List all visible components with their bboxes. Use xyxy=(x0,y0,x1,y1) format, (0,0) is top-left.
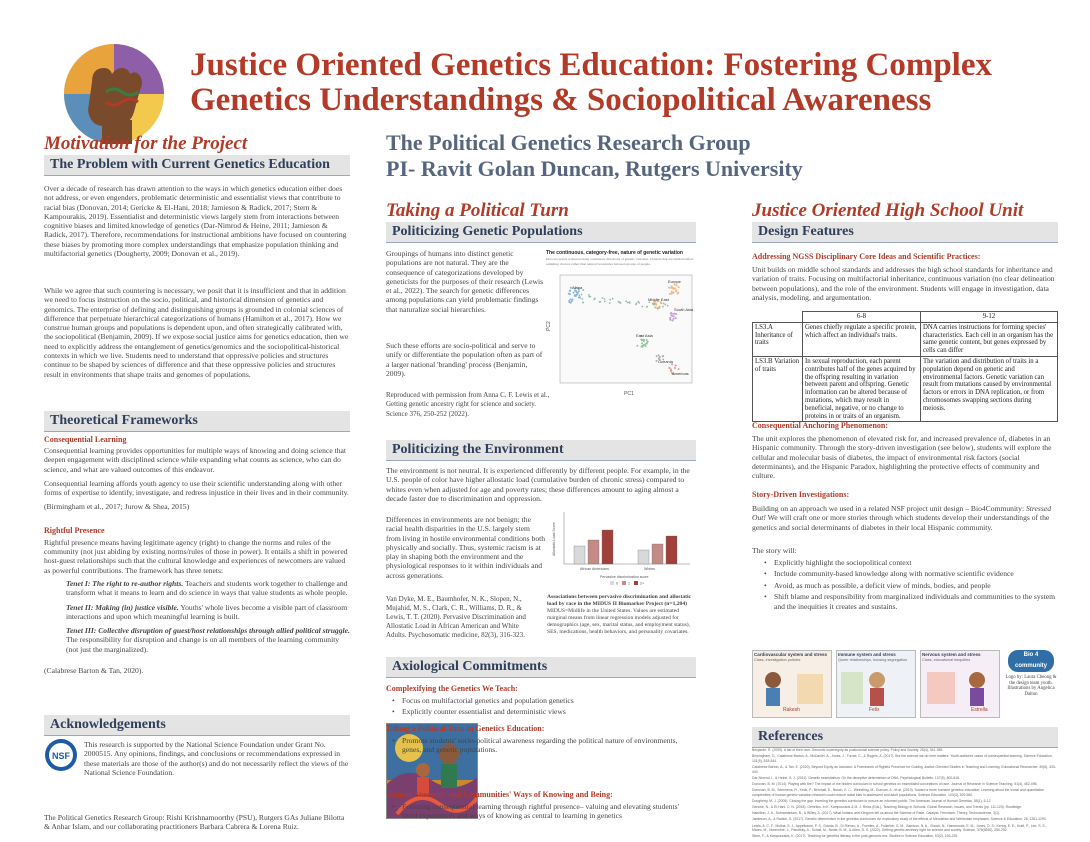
scatter-point xyxy=(658,354,660,356)
populations-citation: Reproduced with permission from Anna C. F. Lewis et al., Getting genetic ancestry right for science and society. Science 376, 250-252 (2022). xyxy=(386,391,550,418)
bar xyxy=(652,544,663,564)
bio4community-logo: Bio 4 community xyxy=(1008,650,1054,672)
scatter-point xyxy=(568,301,570,303)
consequential-learning-citation: (Birmingham et al., 2017; Jurow & Shea, 2015) xyxy=(44,502,190,512)
scatter-point xyxy=(678,368,680,370)
story-list xyxy=(752,558,1058,611)
scatter-point xyxy=(582,302,584,304)
axiological-bar: Axiological Commitments xyxy=(386,657,696,678)
table-row: LS3.B Variation of traits In sexual reproduction, each parent contributes half of the genes acquired by the offspring resulting in variation between parent and offspring. Genetic information can be altered because of mutations, which may result in beneficial, negative, or no change to proteins in or traits of an organism. The variation and distribution of traits in a population depend on genetic and environmental factors. Genetic variation can result from mutations caused by environmental factors or errors in DNA replication, or from chromosomes swapping sections during meiosis. xyxy=(753,356,1058,421)
reference-item: Lewis, A. C. F., Molina, S. J., Appelbaum, P. S., Dauda, B., Di Rienzo, A., Fuentes, A., Fullerton, S. M., Garrison, N. A., Ghosh, N., Hammonds, E. M., Jones, D. S., Kenny, E. E., Kraft, P., Lee, S. S., Mauro, M., Novembre, J., Panofsky, A., Sohail, M., Neale, B. M., & Allen, D. S. (2022). Getting genetic ancestry right for science and society. Science, 376(6590), 250-252. xyxy=(752,823,1047,833)
allostatic-load-figure xyxy=(550,508,696,588)
scatter-point xyxy=(641,339,643,341)
rightful-presence-paragraph: Rightful presence means having legitimate agency (right) to change the norms and rules of the community (not just abiding by existing norms/rules of those in power). It entails a shift in powered host-guest relationships such that the cultural knowledge and experiences of newcomers are valued as powerful contributions. The framework has three tenets: xyxy=(44,537,348,575)
scatter-point xyxy=(581,294,583,296)
bar xyxy=(588,540,599,564)
scatter-point xyxy=(657,308,659,310)
scatter-point xyxy=(601,297,603,299)
scatter-point xyxy=(588,294,590,296)
reference-item: Gericke, N., & El-Hani, C. N. (2018). Genetics. In K. Kampourakis & M. J. Reiss (Eds.), Teaching Biology in Schools: Global Research, Issues, and Trends (pp. 111-123). Routledge. xyxy=(752,805,1023,810)
problem-paragraph-1: Over a decade of research has drawn attention to the ways in which genetics education either does not address, or even engenders, problematic deterministic and essentialist views that contribute to racial bias (Donovan, 2014; Gericke & El-Hani, 2018; Jamieson & Radick, 2017; Stern & Kampourakis, 2019). Essentialist and deterministic views largely stem from interactions between cognitive biases and limited knowledge of genetics (Dar-Nimrod & Heine, 2011; Jamieson & Radick, 2017). Therefore, recommendations for instructional ambitions have focused on countering these biases by promoting more complex understandings that emphasize population thinking and multifactorial genetics (Dougherty, 2009; Donovan et al., 2019). xyxy=(44,184,347,259)
story-paragraph: Building on an approach we used in a related NSF project unit design – Bio4Community: Stressed Out! We will craft one or more stories through which students develop their understandings of the genetics and social determinants of diabetes in their local Hispanic community. xyxy=(752,504,1051,532)
scatter-point xyxy=(643,339,645,341)
story-panel-1: Cardiovascular system and stress Class, investigation policies Rakesh xyxy=(752,650,832,718)
scatter-point xyxy=(677,292,679,294)
axiological-body xyxy=(386,684,696,719)
pca-scatter-plot xyxy=(546,271,696,401)
figure-caption: Dots are points scattered along continuous directions of genetic variation. Clusters that are labeled reflect sampling choices rather than natural boundaries between groups of people. xyxy=(546,257,694,266)
scatter-point xyxy=(641,342,643,344)
poster-title: Justice Oriented Genetics Education: Fostering Complex Genetics Understandings & Sociopolitical Awareness xyxy=(190,47,992,118)
environment-paragraph-1: The environment is not neutral. It is experienced differently by different people. For example, in the U.S. people of color have higher allostatic load (cumulative burden of chronic stress) compared to whites even when adjusted for age and poverty rates; these differences amount to aging almost a decade faster due to discrimination and oppression. xyxy=(386,466,690,503)
anchor-paragraph: The unit explores the phenomenon of elevated risk for, and increased prevalence of, diabetes in an Hispanic community. Through the story-driven investigation (see below), students will explore the cellular and molecular basis of diabetes, the impact of environmental risk factors (social determinants), and the Hispanic Paradox, highlighting the protective effects of community and culture. xyxy=(752,434,1052,481)
scatter-point xyxy=(578,290,580,292)
bar xyxy=(666,536,677,564)
scatter-point xyxy=(672,319,674,321)
scatter-point xyxy=(612,298,614,300)
environment-figure-caption: Associations between pervasive discrimination and allostatic load by race in the MIDUS II Biomarker Project (n=1,204) MIDUS=Midlife in the United States. Values are estimated marginal means from linear regression models adjusted for demographics (age, sex, marital status, and employment status), SES, medications, health behaviors, and personality covariates. xyxy=(547,594,692,635)
svg-text:East Asia: East Asia xyxy=(636,333,653,338)
reference-item: Birmingham, D., Calabrese Barton, A., McDaniel, A., Jones, J., Turner, C., & Rogers, A. (2017). But the science we do here matters: Youth-authored cases of consequential learning. Science Education, 101(5), 818-844. xyxy=(752,754,1053,763)
scatter-point xyxy=(678,286,680,288)
scatter-point xyxy=(646,306,648,308)
story-panels xyxy=(752,650,1058,718)
rightful-presence-heading: Rightful Presence xyxy=(44,525,105,535)
research-group-title: The Political Genetics Research Group PI- Ravit Golan Duncan, Rutgers University xyxy=(386,130,803,181)
list-item: • Promote students' socio-political awareness regarding the political nature of environments, genes, and genetic populations. xyxy=(392,736,696,755)
svg-text:Oceania: Oceania xyxy=(658,359,673,364)
scatter-point xyxy=(668,367,670,369)
svg-text:PC2: PC2 xyxy=(546,321,552,331)
acknowledgement-team: The Political Genetics Research Group: Rishi Krishnamoorthy (PSU), Rutgers GAs Juliane Bilotta & Anhar Islam, and our collaborating practitioners Barbara Cabrera & Lorena Ruiz. xyxy=(44,813,345,832)
environment-bar: Politicizing the Environment xyxy=(386,440,696,461)
scatter-point xyxy=(669,317,671,319)
scatter-point xyxy=(581,298,583,300)
list-item: • Avoid, as much as possible, a deficit view of minds, bodies, and people xyxy=(764,581,1058,590)
scatter-point xyxy=(672,313,674,315)
populations-paragraph-1: Groupings of humans into distinct genetic populations are not natural. They are the consequence of categorizations developed by geneticists for the purposes of their research (Lewis et al., 2022). The search for genetic differences among populations can yield problematic findings that naturalize social hierarchies. xyxy=(386,249,544,314)
motivation-heading: Motivation for the Project xyxy=(44,133,248,154)
problem-bar: The Problem with Current Genetics Education xyxy=(44,155,350,176)
svg-text:PC1: PC1 xyxy=(624,391,634,397)
frameworks-body xyxy=(44,435,350,675)
scatter-point xyxy=(637,301,639,303)
bar xyxy=(574,546,585,564)
story-panel-2: Immune system and stress Queer relationships, housing segregation Felix xyxy=(836,650,916,718)
list-item: • Include community-based knowledge along with normative scientific evidence xyxy=(764,569,1058,578)
scatter-point xyxy=(636,303,638,305)
consequential-learning-p1: Consequential learning provides opportunities for multiple ways of knowing and doing science that deepen engagement with disciplined science while expanding what counts as science, who can do science, and what are valued outcomes of this endeavor. xyxy=(44,446,346,474)
scatter-point xyxy=(662,306,664,308)
svg-text:0: 0 xyxy=(616,581,618,586)
problem-paragraph-2: While we agree that such countering is necessary, we posit that it is insufficient and that in addition we need to focus instruction on the socio, political, and historical dimension of genetics and genomics. The enterprise of defining and distinguishing groups is grounded in colonial sciences of difference that perpetuate hierarchical categorizations of humans (Hamilton et al., 2017). How we construe human groups and populations is dependent upon, and often strategically calibrated with, the sociopolitical (Benjamin, 2009). If we expose social justice aims for genetics education, then we need to explicitly address the entanglement of genetics/genomics and the sociopolitical-historical contexts in which we live. Students need to understand that oppressive policies and structures continue to be shaped by sciences of difference and that these oppressive policies and structures result in environments that shape traits and genomes of populations. xyxy=(44,286,349,379)
scatter-point xyxy=(646,343,648,345)
scatter-point xyxy=(671,291,673,293)
scatter-point xyxy=(575,290,577,292)
svg-text:Whites: Whites xyxy=(644,567,655,571)
bar xyxy=(602,530,613,564)
ngss-paragraph: Unit builds on middle school standards and addresses the high school standards for inheritance and variation of traits. Focusing on multifactorial inheritance, continuous variation (no clear delineation between populations), and the role of the environment. Students will engage in investigation, data analysis, modeling, and argumentation. xyxy=(752,265,1055,302)
svg-text:NSF: NSF xyxy=(52,751,70,761)
list-item: • Explicitly highlight the sociopolitical context xyxy=(764,558,1058,567)
scatter-point xyxy=(659,356,661,358)
scatter-point xyxy=(670,314,672,316)
bio4community-logo-block xyxy=(1004,650,1058,718)
scatter-point xyxy=(573,292,575,294)
scatter-point xyxy=(571,300,573,302)
list-item: • Explicitly counter essentialist and deterministic views xyxy=(392,707,696,716)
scatter-point xyxy=(599,301,601,303)
axiological-body-2 xyxy=(386,724,696,733)
unit-heading: Justice Oriented High School Unit xyxy=(752,200,1024,221)
scatter-point xyxy=(670,287,672,289)
axiological-list-2-wrap xyxy=(386,736,696,757)
design-features-bar: Design Features xyxy=(752,222,1058,243)
axiological-heading-1: Complexifying the Genetics We Teach: xyxy=(386,684,518,693)
scatter-point xyxy=(582,289,584,291)
svg-text:South Asia: South Asia xyxy=(674,307,694,312)
reference-item: Hamilton, J. A., Subramaniam, B., & Willey, A. (2017). What Indians and Klingons tell us about the Science of Race. Catalyst: Feminism, Theory, Technoscience, 3(1). xyxy=(752,811,1001,816)
scatter-point xyxy=(636,345,638,347)
tenet-2: Tenet II: Making (in) justice visible. Youths' whole lives become a visible part of classroom interactions and upon which meaningful learning is built. xyxy=(66,602,348,621)
scatter-point xyxy=(664,304,666,306)
scatter-point xyxy=(662,355,664,357)
svg-text:Americas: Americas xyxy=(672,371,689,376)
axiological-list-2 xyxy=(386,736,696,755)
scatter-point xyxy=(674,367,676,369)
scatter-point xyxy=(569,290,571,292)
scatter-point xyxy=(609,299,611,301)
logo-credit: Logo by: Laura Cheong & the design team youth. Illustrations by Angelica Dalton xyxy=(1005,675,1057,697)
svg-text:Africa: Africa xyxy=(572,285,583,290)
story-will: The story will: xyxy=(752,546,797,555)
environment-paragraph-2: Differences in environments are not benign; the racial health disparities in the U.S. largely stem from living in hostile environmental conditions both physically and socially. Thus, systemic racism is at play in shaping both the environment and the physiological responses to it within individuals and across generations. xyxy=(386,515,546,580)
anchor-heading: Consequential Anchoring Phenomenon: xyxy=(752,421,889,430)
reference-list xyxy=(752,748,1058,841)
tenet-3: Tenet III: Collective disruption of guest/host relationships through allied political struggle. The responsibility for disruption and change is on all members of the learning community (not just the marginalized). xyxy=(66,626,350,654)
scatter-point xyxy=(675,290,677,292)
table-header: 6-8 xyxy=(803,312,921,323)
scatter-point xyxy=(629,301,631,303)
story-heading: Story-Driven Investigations: xyxy=(752,490,850,499)
scatter-point xyxy=(675,317,677,319)
scatter-point xyxy=(674,288,676,290)
scatter-point xyxy=(655,307,657,309)
story-list-wrap xyxy=(752,558,1058,613)
scatter-point xyxy=(579,294,581,296)
bar xyxy=(638,550,649,564)
scatter-point xyxy=(674,313,676,315)
list-item: • Fostering consequential learning through rightful presence– valuing and elevating students' lived experiences and ways of knowing as central to learning in genetics xyxy=(392,802,696,821)
scatter-point xyxy=(675,284,677,286)
table-row: LS3.A Inheritance of traits Genes chiefly regulate a specific protein, which affect an individual's traits. DNA carries instructions for forming species' characteristics. Each cell in an organism has the same genetic content, but genes expressed by cells can differ xyxy=(753,322,1058,356)
axiological-heading-2: Taking a Political Turn in Genetics Education: xyxy=(386,724,545,733)
reference-item: Calabrese Barton, A., & Tan, E. (2020). Beyond Equity as Inclusion: A Framework of Rightful Presence for Guiding Justice-Oriented Studies in Teaching and Learning. Educational Researcher, 49(6), 433-440. xyxy=(752,764,1056,774)
scatter-point xyxy=(577,292,579,294)
scatter-point xyxy=(578,296,580,298)
scatter-point xyxy=(669,293,671,295)
svg-text:Pervasive discrimination score: Pervasive discrimination score xyxy=(600,575,649,579)
scatter-point xyxy=(609,302,611,304)
axiological-list-3-wrap xyxy=(386,802,696,823)
reference-item: Stern, F., & Kampourakis, K. (2017). Teaching for genetics literacy in the post-genomic era. Studies in Science Education, 53(2), 193-225. xyxy=(752,834,959,839)
scatter-point xyxy=(656,355,658,357)
tenet-1: Tenet I: The right to re-author rights. Teachers and students work together to challenge and transform what it means to learn and do science in ways that value students as whole people. xyxy=(66,578,348,598)
scatter-point xyxy=(589,296,591,298)
reference-item: Benjamin, R. (2009). A lab of their own: Genomic sovereignty as postcolonial science policy. Policy and Society, 28(4), 341-355. xyxy=(752,748,944,752)
scatter-point xyxy=(667,305,669,307)
scatter-point xyxy=(670,313,672,315)
genetic-variation-figure xyxy=(546,250,696,425)
populations-bar: Politicizing Genetic Populations xyxy=(386,222,696,243)
axiological-heading-3: Valuing Students' and Communities' Ways of Knowing and Being: xyxy=(386,790,613,799)
acknowledgement-nsf: This research is supported by the National Science Foundation under Grant No. 2000515. Any opinions, findings, and conclusions or recommendations expressed in these materials are those of the author(s) and do not necessarily reflect the views of the National Science Foundation. xyxy=(84,740,349,777)
scatter-point xyxy=(642,346,644,348)
svg-text:Europe: Europe xyxy=(668,279,681,284)
svg-text:1: 1 xyxy=(628,581,630,586)
figure-title: The continuous, category-free, nature of genetic variation xyxy=(546,250,683,256)
raised-fist-dna-logo xyxy=(62,42,166,146)
scatter-point xyxy=(569,298,571,300)
scatter-point xyxy=(603,298,605,300)
nsf-logo xyxy=(44,738,78,772)
scatter-point xyxy=(568,293,570,295)
svg-text:Allostatic Load Score: Allostatic Load Score xyxy=(552,522,556,556)
table-header: 9-12 xyxy=(921,312,1058,323)
reference-item: Donovan, B. M., Semmens, R., Keck, P., Brimhall, E., Busch, K. C., Weindling, M., Duncan, A., et al. (2019). Toward a more humane genetics education: Learning about the social and quantitative complexities of human genetic variation research could reduce racial bias in adolescent and adult populations. Science Education, 103(3), 529-560. xyxy=(752,788,1044,797)
svg-text:2+: 2+ xyxy=(640,581,645,586)
references-bar: References xyxy=(752,727,1058,748)
reference-item: Dar-Nimrod, I., & Heine, S. J. (2011). Genetic essentialism: On the deceptive determinism of DNA. Psychological Bulletin, 137(5), 800-818. xyxy=(752,775,960,780)
standards-table xyxy=(752,311,1058,422)
acknowledgements-bar: Acknowledgements xyxy=(44,715,350,736)
scatter-point xyxy=(647,341,649,343)
axiological-list-1 xyxy=(386,696,696,717)
scatter-point xyxy=(625,300,627,302)
reference-item: Jamieson, A., & Radick, G. (2017). Genetic determinism in the genetics curriculum: An exploratory study of the effects of Mendelian and Weldonian emphases. Science & Education, 26, 1261-1290. xyxy=(752,817,1047,822)
rightful-presence-citation: (Calabrese Barton & Tan, 2020). xyxy=(44,666,144,676)
scatter-point xyxy=(673,315,675,317)
scatter-point xyxy=(593,299,595,301)
populations-paragraph-2: Such these efforts are socio-political and serve to unify or differentiate the population often as part of a larger national 'branding' process (Benjamin, 2009). xyxy=(386,341,543,378)
svg-text:Middle East: Middle East xyxy=(648,297,669,302)
scatter-point xyxy=(670,319,672,321)
reference-item: Dougherty, M. J. (2009). Closing the gap: Inverting the genetics curriculum to ensure an informed public. The American Journal of Human Genetics, 85(1), 6-12. xyxy=(752,798,992,803)
list-item: • Shift blame and responsibility from marginalized individuals and communities to the system and the inequities it creates and sustains. xyxy=(764,592,1058,611)
scatter-point xyxy=(604,300,606,302)
scatter-point xyxy=(671,293,673,295)
scatter-point xyxy=(574,295,576,297)
story-panel-3: Nervous system and stress Class, educational inequities Estrella xyxy=(920,650,1000,718)
scatter-point xyxy=(646,339,648,341)
ngss-heading: Addressing NGSS Disciplinary Core Ideas and Scientific Practices: xyxy=(752,252,981,261)
scatter-point xyxy=(668,287,670,289)
svg-text:African Americans: African Americans xyxy=(580,567,609,571)
axiological-list-3 xyxy=(386,802,696,821)
consequential-learning-p2: Consequential learning affords youth agency to use their scientific understanding along with other forms of expertise to identify, investigate, and redress injustice in their lives and in their community. xyxy=(44,478,349,498)
scatter-point xyxy=(663,303,665,305)
scatter-point xyxy=(673,292,675,294)
list-item: • Focus on multifactorial genetics and population genetics xyxy=(392,696,696,705)
scatter-point xyxy=(620,302,622,304)
environment-citation: Van Dyke, M. E., Baumhofer, N. K., Slopen, N., Mujahid, M. S., Clark, C. R., Williams, D. R., & Lewis, T. T. (2020). Pervasive Discrimination and Allostatic Load in African American and White Adults. Psychosomatic medicine, 82(3), 316-323. xyxy=(386,595,526,639)
reference-item: Donovan, B. M. (2014). Playing with fire? The impact of the hidden curriculum in school genetics on essentialist conceptions of race. Journal of Research in Science Teaching, 51(4), 462-496. xyxy=(752,781,1038,786)
scatter-point xyxy=(641,306,643,308)
scatter-point xyxy=(653,304,655,306)
scatter-point xyxy=(627,302,629,304)
consequential-learning-heading: Consequential Learning xyxy=(44,435,127,444)
scatter-point xyxy=(675,365,677,367)
frameworks-bar: Theoretical Frameworks xyxy=(44,411,350,432)
political-turn-heading: Taking a Political Turn xyxy=(386,200,569,221)
